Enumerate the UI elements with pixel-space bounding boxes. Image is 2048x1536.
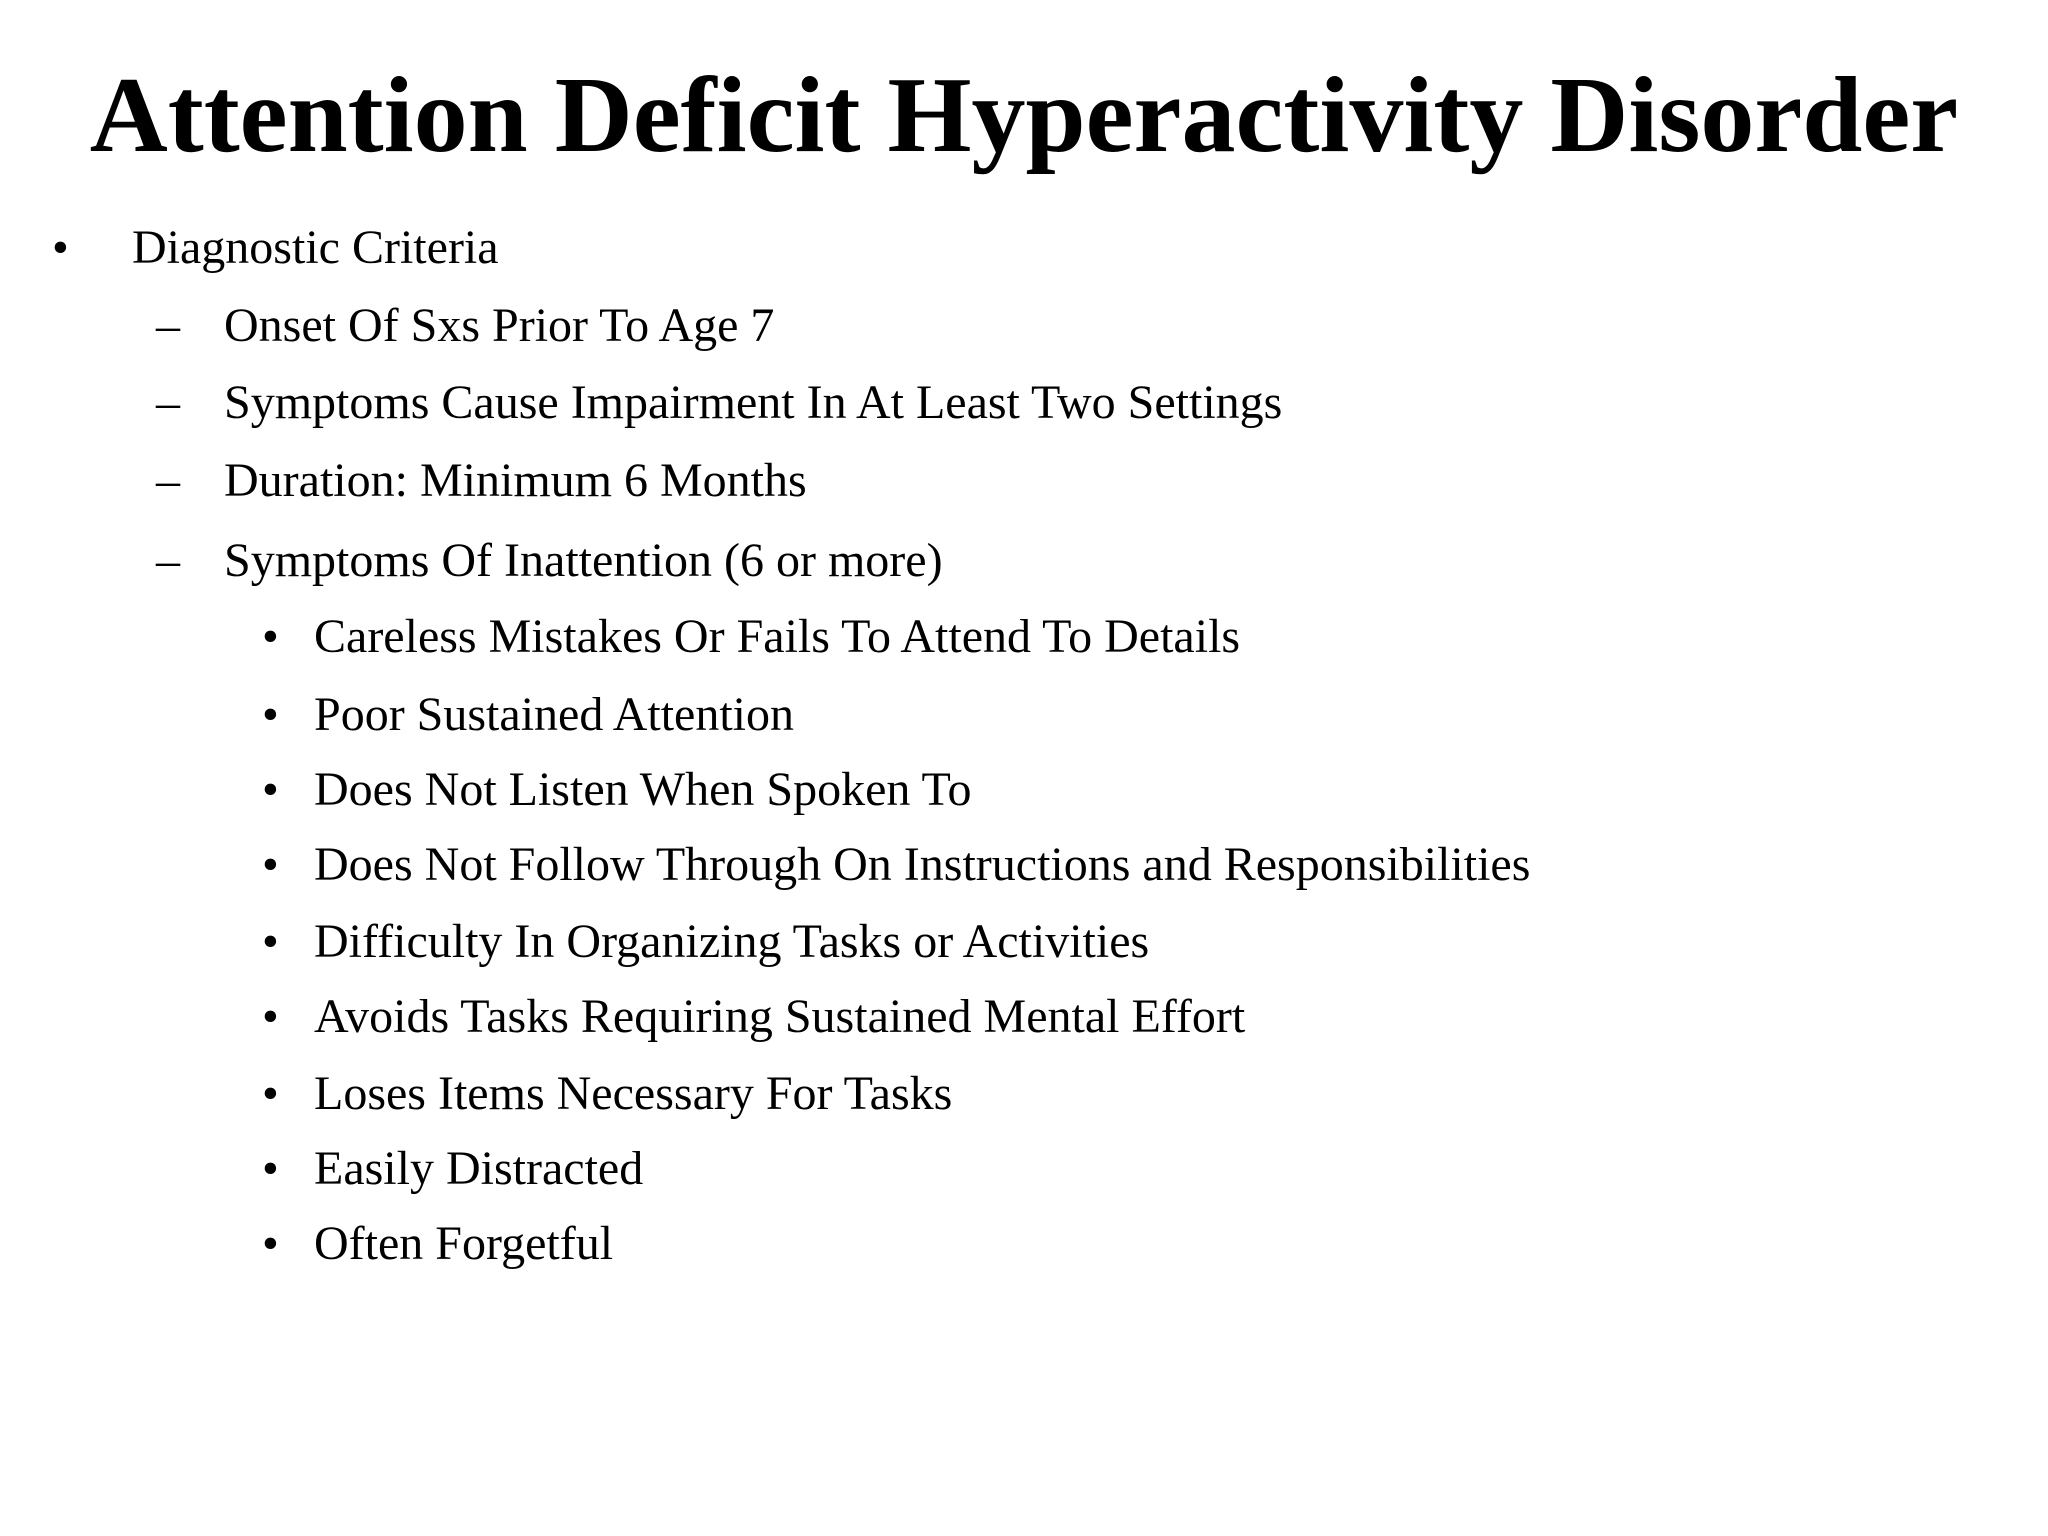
bullet-icon: • — [262, 915, 279, 968]
bullet-icon: • — [262, 763, 279, 816]
symptom-text: Does Not Listen When Spoken To — [314, 763, 972, 816]
bullet-icon: • — [262, 1142, 279, 1195]
symptom-text: Loses Items Necessary For Tasks — [314, 1067, 953, 1120]
symptom-text: Poor Sustained Attention — [314, 688, 794, 741]
symptom-text: Avoids Tasks Requiring Sustained Mental Effort — [314, 990, 1246, 1043]
dash-icon: – — [156, 534, 180, 587]
sub-item-text: Symptoms Cause Impairment In At Least Two Settings — [224, 376, 1283, 429]
sub-item-text: Duration: Minimum 6 Months — [224, 454, 807, 507]
slide-title: Attention Deficit Hyperactivity Disorder — [89, 56, 1959, 175]
bullet-icon: • — [262, 1217, 279, 1270]
list-item-text: Diagnostic Criteria — [132, 221, 499, 274]
symptom-text: Easily Distracted — [314, 1142, 644, 1195]
symptom-text: Careless Mistakes Or Fails To Attend To Details — [314, 610, 1241, 663]
symptom-text: Difficulty In Organizing Tasks or Activities — [314, 915, 1150, 968]
dash-icon: – — [156, 454, 180, 507]
dash-icon: – — [156, 299, 180, 352]
symptom-text: Often Forgetful — [314, 1217, 614, 1270]
bullet-icon: • — [262, 990, 279, 1043]
bullet-icon: • — [262, 838, 279, 891]
dash-icon: – — [156, 376, 180, 429]
symptom-text: Does Not Follow Through On Instructions and Responsibilities — [314, 838, 1531, 891]
bullet-icon: • — [262, 1067, 279, 1120]
bullet-icon: • — [262, 610, 279, 663]
bullet-icon: • — [262, 688, 279, 741]
sub-item-text: Symptoms Of Inattention (6 or more) — [224, 534, 943, 587]
bullet-icon: • — [52, 221, 69, 274]
sub-item-text: Onset Of Sxs Prior To Age 7 — [224, 299, 775, 352]
